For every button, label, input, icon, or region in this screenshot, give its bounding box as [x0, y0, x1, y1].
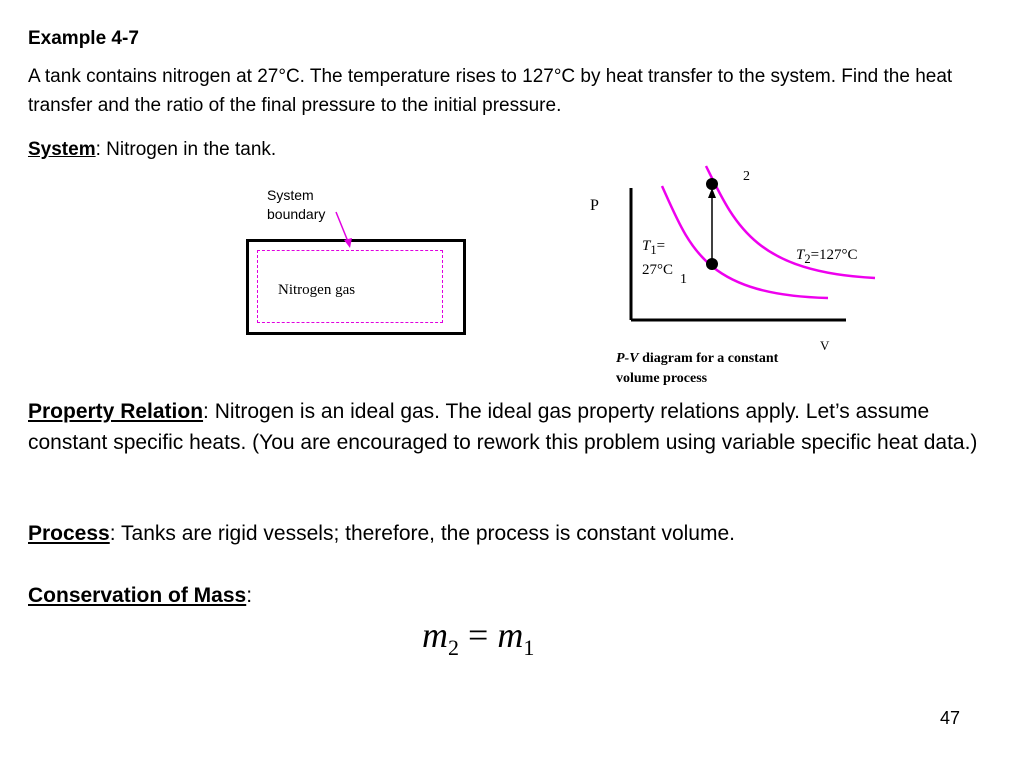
p-axis-label: P	[590, 197, 599, 214]
pv-diagram-caption	[616, 349, 778, 389]
state-1-label: 1	[680, 272, 687, 287]
t1-symbol: T	[642, 238, 651, 254]
conservation-paragraph	[28, 580, 1003, 611]
t2-label	[796, 247, 858, 267]
boundary-label-line1: System	[267, 187, 314, 203]
property-relation-paragraph	[28, 396, 1003, 458]
mass-equation	[422, 614, 534, 661]
system-heading: System	[28, 139, 96, 160]
process-text: : Tanks are rigid vessels; therefore, the process is constant volume.	[109, 522, 735, 545]
t1-subscript: 1	[650, 243, 657, 257]
t2-subscript: 2	[804, 252, 811, 266]
state-2-point	[706, 178, 718, 190]
process-heading: Process	[28, 522, 110, 545]
problem-statement: A tank contains nitrogen at 27°C. The temperature rises to 127°C by heat transfer to the system. Find the heat transfer and the ratio of the final pressure to the initial pressure.	[28, 66, 953, 116]
eq-rhs-var: m	[497, 615, 524, 655]
system-text: : Nitrogen in the tank.	[95, 139, 277, 160]
eq-operator: =	[468, 615, 489, 655]
state-2-label: 2	[743, 169, 750, 184]
t1-equals: =	[656, 238, 666, 254]
caption-rest: diagram for a constant	[638, 351, 779, 366]
caption-pv: P-V	[616, 351, 639, 366]
page-number: 47	[940, 708, 961, 728]
process-paragraph	[28, 518, 1003, 549]
t1-label	[642, 236, 673, 280]
property-relation-heading: Property Relation	[28, 400, 204, 423]
eq-lhs-sub: 2	[448, 635, 459, 661]
boundary-label-line2: boundary	[267, 206, 326, 222]
boundary-pointer-arrow	[336, 212, 349, 244]
boundary-pointer-arrowhead	[344, 238, 352, 248]
property-relation-text: : Nitrogen is an ideal gas. The ideal gas property relations apply. Let’s assume constant specific heats. (You are encouraged to rework this problem using variable specific heat data.)	[28, 400, 978, 454]
t2-symbol: T	[796, 247, 805, 263]
eq-lhs-var: m	[422, 615, 448, 655]
t1-value: 27°C	[642, 262, 674, 278]
eq-rhs-sub: 1	[523, 635, 535, 661]
example-title: Example 4-7	[28, 28, 139, 49]
state-1-point	[706, 258, 718, 270]
conservation-heading: Conservation of Mass	[28, 584, 247, 607]
conservation-text: :	[246, 584, 253, 607]
v-axis-label: V	[820, 338, 830, 353]
caption-line2: volume process	[616, 371, 708, 386]
nitrogen-gas-label: Nitrogen gas	[278, 282, 356, 298]
t2-value: =127°C	[810, 247, 858, 263]
